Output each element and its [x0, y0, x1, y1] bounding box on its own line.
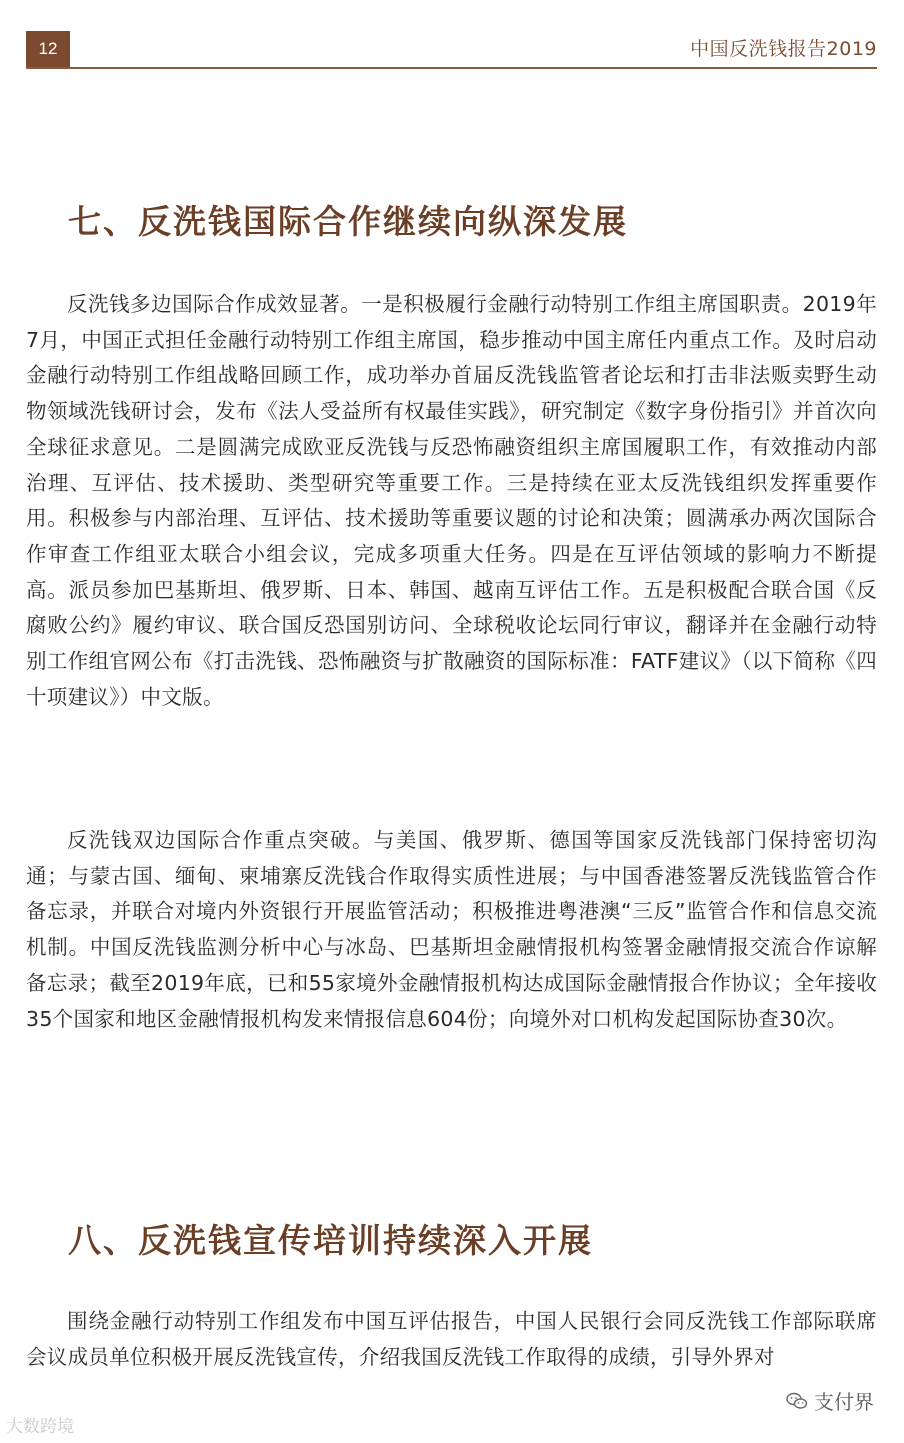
wechat-icon	[786, 1392, 808, 1410]
page-header	[26, 31, 877, 69]
page-number: 12	[26, 31, 70, 67]
paragraph-bilateral-cooperation: 反洗钱双边国际合作重点突破。与美国、俄罗斯、德国等国家反洗钱部门保持密切沟通；与蒙古国、缅甸、柬埔寨反洗钱合作取得实质性进展；与中国香港签署反洗钱监管合作备忘录，并联合对境内外资银行开展监管活动；积极推进粤港澳“三反”监管合作和信息交流机制。中国反洗钱监测分析中心与冰岛、巴基斯坦金融情报机构签署金融情报交流合作谅解备忘录；截至2019年底，已和55家境外金融情报机构达成国际金融情报合作协议；全年接收35个国家和地区金融情报机构发来情报信息604份；向境外对口机构发起国际协查30次。	[26, 828, 877, 1031]
paragraph-publicity-training: 围绕金融行动特别工作组发布中国互评估报告，中国人民银行会同反洗钱工作部际联席会议成员单位积极开展反洗钱宣传，介绍我国反洗钱工作取得的成绩，引导外界对	[26, 1309, 877, 1369]
watermark-right-label: 支付界	[814, 1390, 874, 1414]
paragraph-multilateral-cooperation: 反洗钱多边国际合作成效显著。一是积极履行金融行动特别工作组主席国职责。2019年7月，中国正式担任金融行动特别工作组主席国，稳步推动中国主席任内重点工作。及时启动金融行动特别工作组战略回顾工作，成功举办首届反洗钱监管者论坛和打击非法贩卖野生动物领域洗钱研讨会，发布《法人受益所有权最佳实践》，研究制定《数字身份指引》并首次向全球征求意见。二是圆满完成欧亚反洗钱与反恐怖融资组织主席国履职工作，有效推动内部治理、互评估、技术援助、类型研究等重要工作。三是持续在亚太反洗钱组织发挥重要作用。积极参与内部治理、互评估、技术援助等重要议题的讨论和决策；圆满承办两次国际合作审查工作组亚太联合小组会议，完成多项重大任务。四是在互评估领域的影响力不断提高。派员参加巴基斯坦、俄罗斯、日本、韩国、越南互评估工作。五是积极配合联合国《反腐败公约》履约审议、联合国反恐国别访问、全球税收论坛同行审议，翻译并在金融行动特别工作组官网公布《打击洗钱、恐怖融资与扩散融资的国际标准：FATF建议》（以下简称《四十项建议》）中文版。	[26, 292, 877, 709]
watermark-right	[786, 1386, 874, 1415]
watermark-left: 大数跨境	[6, 1417, 74, 1437]
report-title: 中国反洗钱报告2019	[690, 38, 877, 60]
section-title-7: 七、反洗钱国际合作继续向纵深发展	[68, 202, 628, 241]
section-title-8: 八、反洗钱宣传培训持续深入开展	[68, 1221, 593, 1260]
